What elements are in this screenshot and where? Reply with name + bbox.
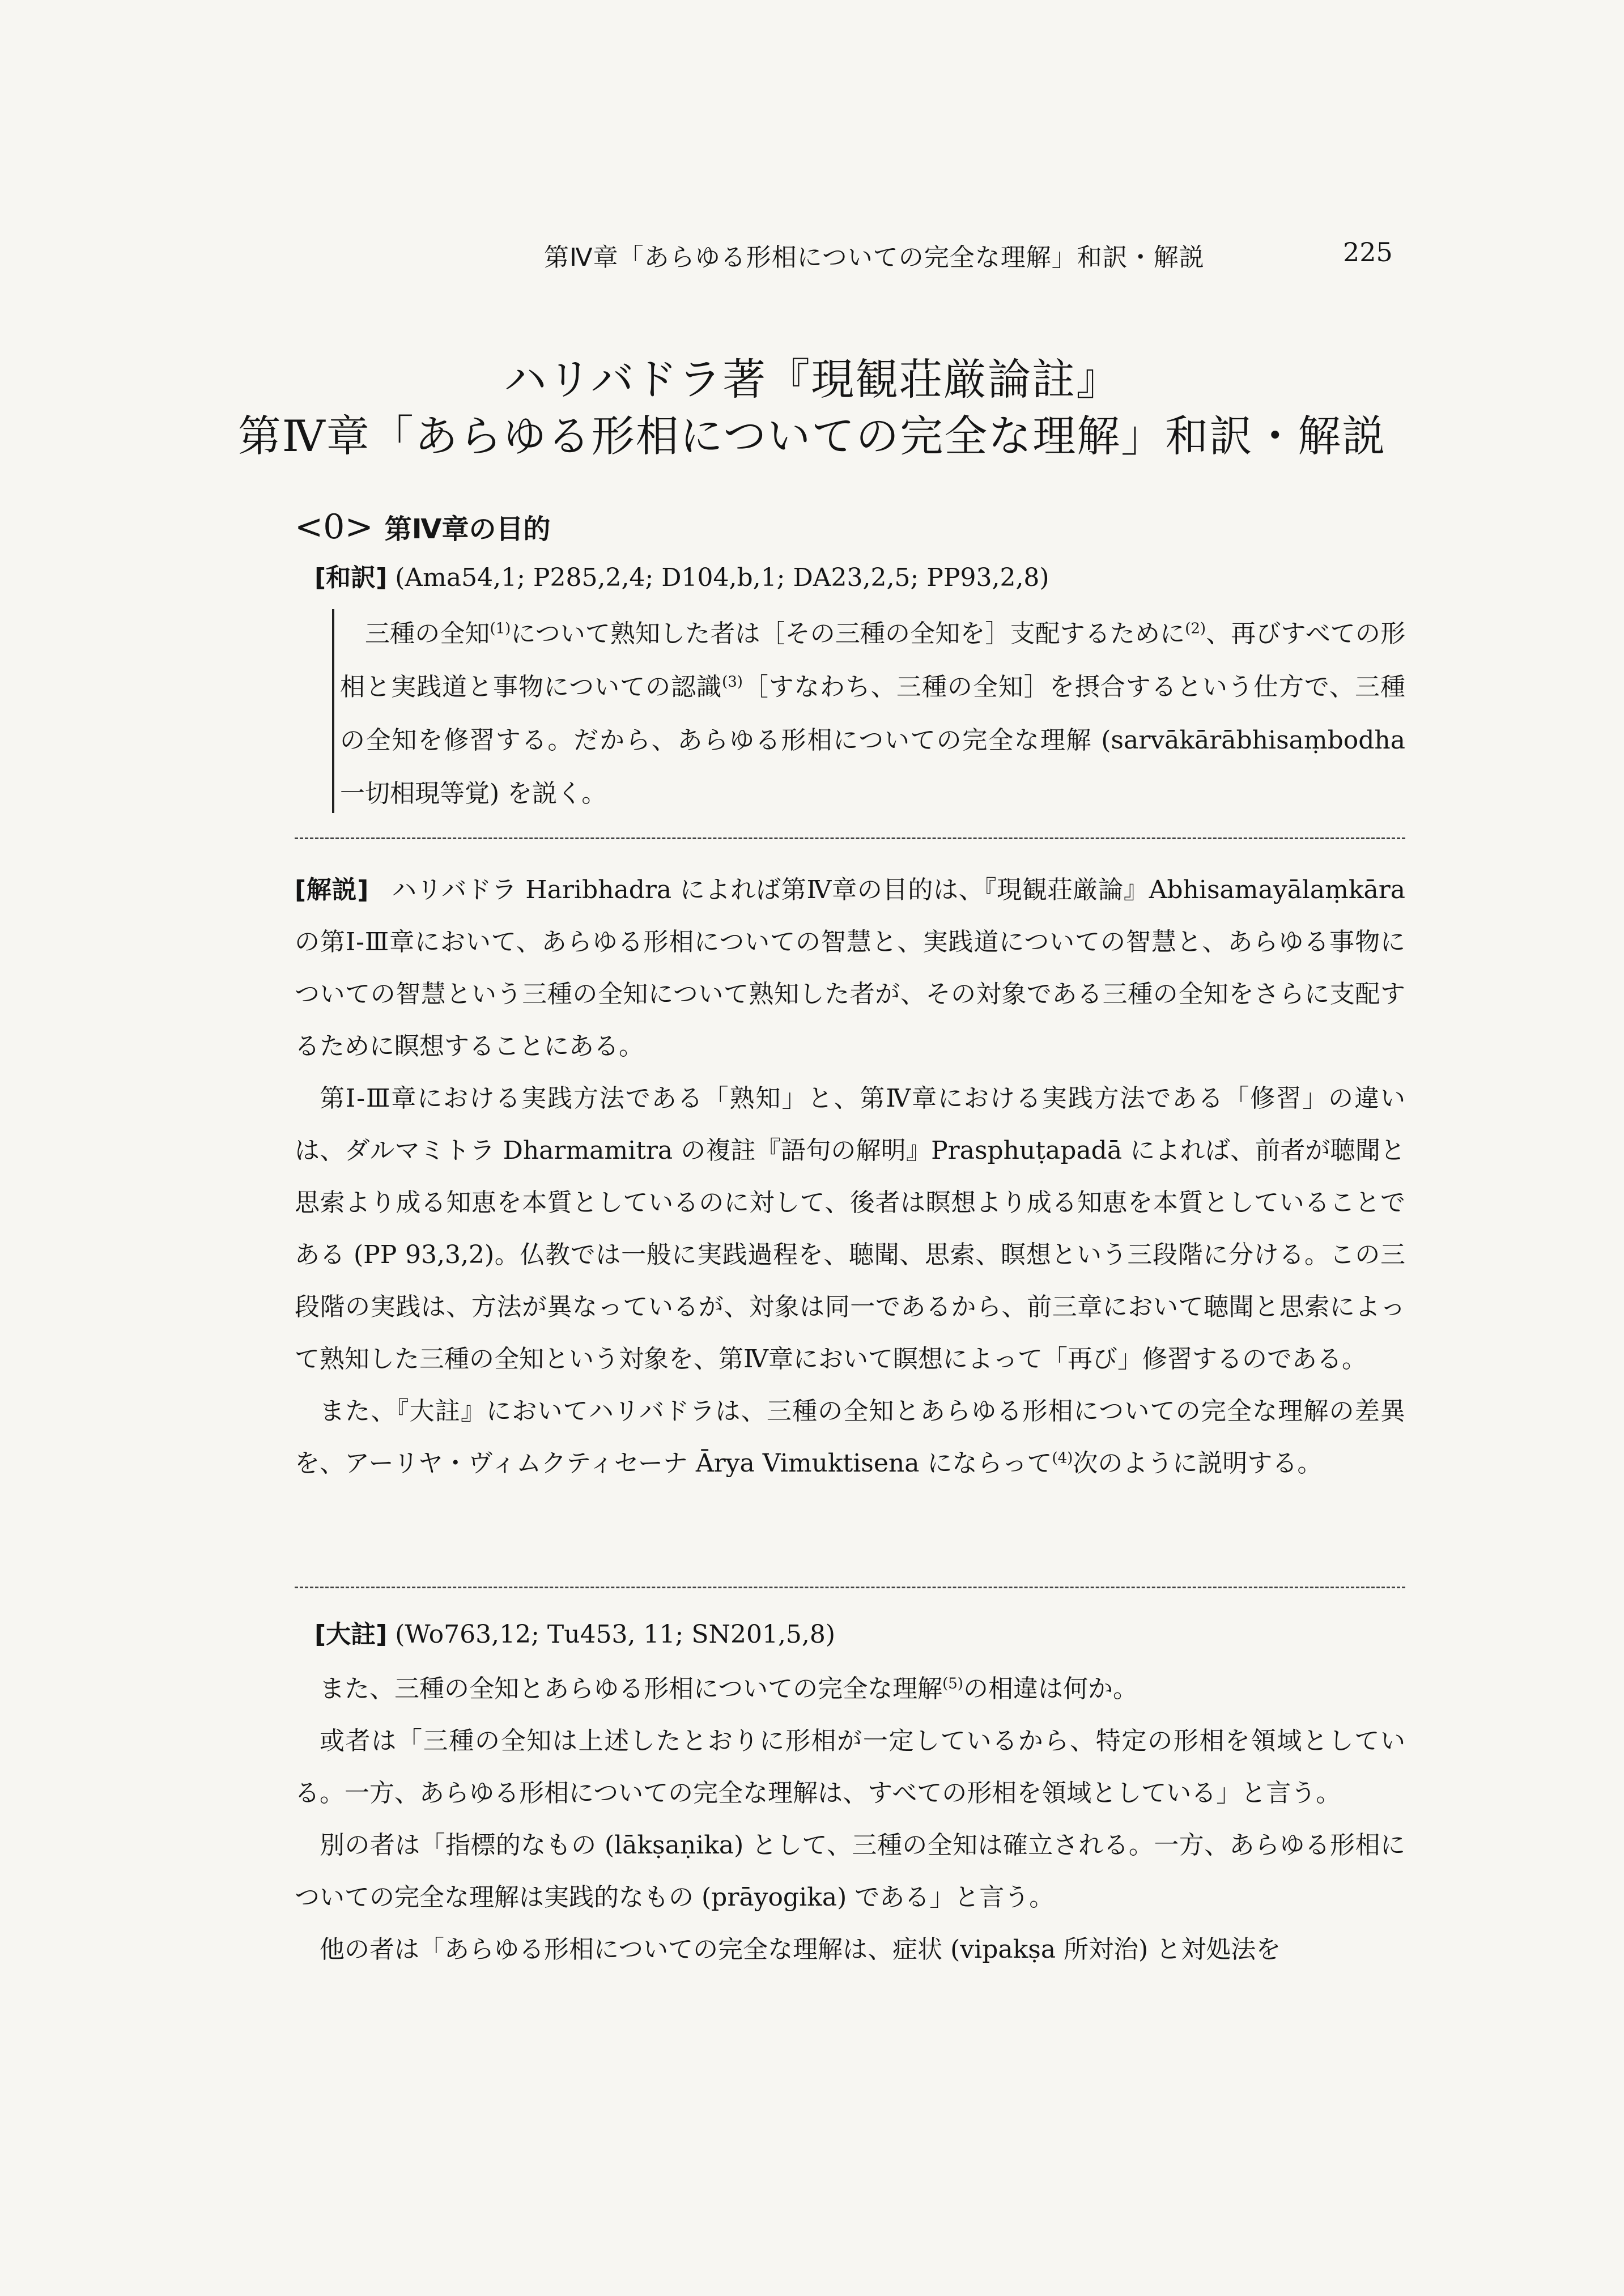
great-commentary-section [295,1663,1405,1976]
footnote-ref-4: (4) [1052,1449,1073,1467]
translation-text [340,607,1405,820]
divider-1 [295,837,1405,839]
great-commentary-paragraph-1a: また、三種の全知とあらゆる形相についての完全な理解 [320,1674,943,1703]
footnote-ref-1: (1) [490,620,511,637]
translation-margin-bar [332,609,334,813]
title-line-1: ハリバドラ著『現観荘厳論註』 [503,354,1121,405]
great-commentary-paragraph-3: 別の者は「指標的なもの (lākṣaṇika) として、三種の全知は確立される。一方、あらゆる形相についての完全な理解は実践的なもの (prāyogika) である」と言う。 [295,1831,1405,1912]
commentary-paragraph-3a: また、『大註』においてハリバドラは、三種の全知とあらゆる形相についての完全な理解の差異を、アーリヤ・ヴィムクティセーナ Ārya Vimuktisena にならって [295,1397,1405,1478]
section-title: 第Ⅳ章の目的 [384,513,551,545]
translation-segment: 三種の全知 [365,619,490,648]
section-marker: <0> [295,507,373,547]
running-title: 第Ⅳ章「あらゆる形相についての完全な理解」和訳・解説 [544,243,1205,272]
great-commentary-tag: [大註] [314,1620,388,1649]
commentary-paragraph-2: 第Ⅰ-Ⅲ章における実践方法である「熟知」と、第Ⅳ章における実践方法である「修習」の違いは、ダルマミトラ Dharmamitra の複註『語句の解明』Prasphuṭapadā によれば、前者が聴聞と思索より成る知恵を本質としているのに対して、後者は瞑想より成る知恵を本質としていることである (PP 93,3,2)。仏教では一般に実践過程を、聴聞、思索、瞑想という三段階に分ける。この三段階の実践は、方法が異なっているが、対象は同一であるから、前三章において聴聞と思索によって熟知した三種の全知という対象を、第Ⅳ章において瞑想によって「再び」修習するのである。 [295,1084,1405,1374]
translation-tag: [和訳] [314,563,388,592]
footnote-ref-2: (2) [1185,620,1206,637]
section-heading [295,507,550,547]
commentary-tag: [解説] [295,875,369,904]
footnote-ref-3: (3) [722,673,743,691]
commentary-paragraph-1: ハリバドラ Haribhadra によれば第Ⅳ章の目的は、『現観荘厳論』Abhisamayālaṃkāra の第Ⅰ-Ⅲ章において、あらゆる形相についての智慧と、実践道についての智慧と、あらゆる事物についての智慧という三種の全知について熟知した者が、その対象である三種の全知をさらに支配するために瞑想することにある。 [295,875,1405,1061]
commentary-paragraph-3b: 次のように説明する。 [1073,1449,1323,1478]
translation-segment: について熟知した者は［その三種の全知を］支配するために [511,619,1185,648]
great-commentary-paragraph-4: 他の者は「あらゆる形相についての完全な理解は、症状 (vipakṣa 所対治) と対処法を [320,1935,1281,1964]
page-number: 225 [1343,237,1393,267]
footnote-ref-5: (5) [942,1675,963,1693]
title-block [0,351,1624,465]
translation-segment: 、再びすべての形相と実践道と事物についての認識 [340,619,1406,701]
great-commentary-paragraph-1b: の相違は何か。 [963,1674,1138,1703]
commentary-section [295,864,1405,1490]
translation-segment: ［すなわち、三種の全知］を摂合するという仕方で、三種の全知を修習する。だから、あらゆる形相についての完全な理解 (sarvākārābhisaṃbodha 一切相現等覚) を説く。 [340,673,1405,808]
great-commentary-paragraph-2: 或者は「三種の全知は上述したとおりに形相が一定しているから、特定の形相を領域としている。一方、あらゆる形相についての完全な理解は、すべての形相を領域としている」と言う。 [295,1727,1405,1808]
translation-citation: (Ama54,1; P285,2,4; D104,b,1; DA23,2,5; PP93,2,8) [395,563,1049,592]
divider-2 [295,1587,1405,1588]
great-commentary-citation-line [314,1618,835,1652]
title-line-2: 第Ⅳ章「あらゆる形相についての完全な理解」和訳・解説 [237,411,1387,461]
great-commentary-citation: (Wo763,12; Tu453, 11; SN201,5,8) [395,1620,836,1649]
translation-citation-line [314,561,1049,595]
